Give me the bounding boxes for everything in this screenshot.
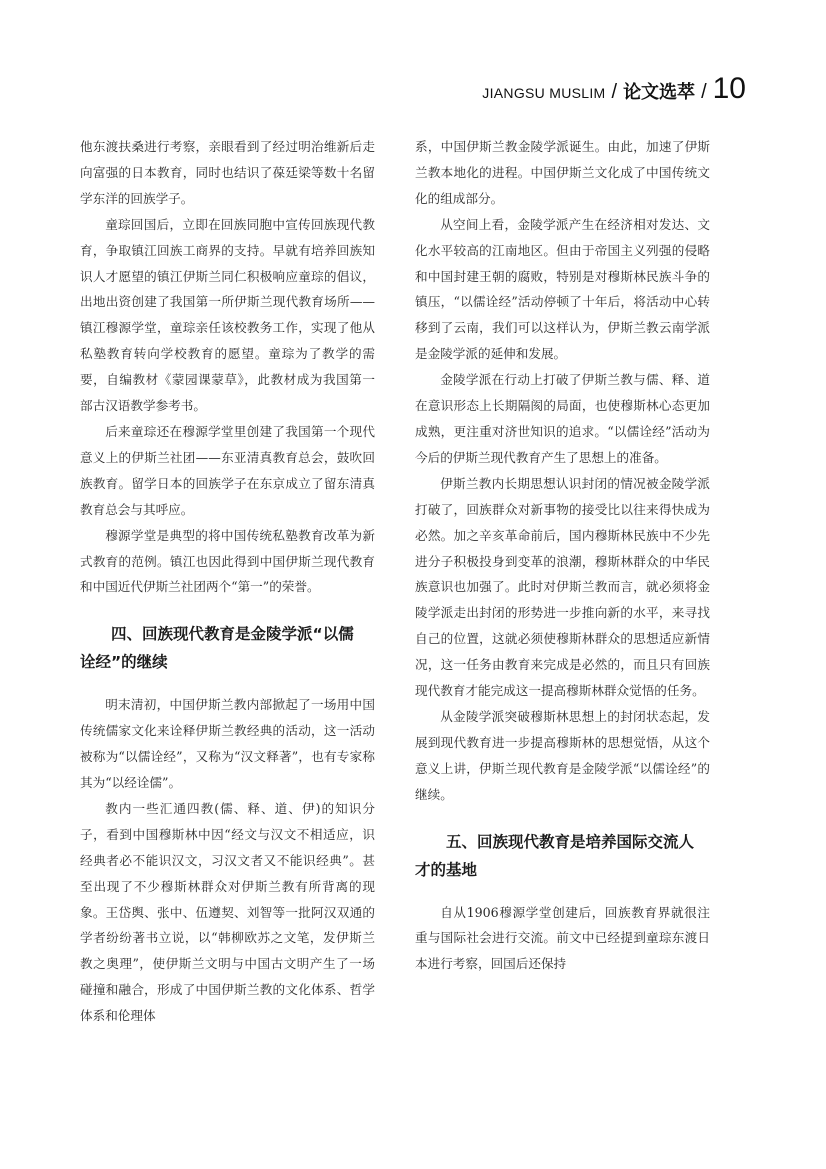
section-heading-4 (80, 620, 375, 676)
magazine-name: JIANGSU MUSLIM (482, 85, 606, 101)
section-heading-5 (415, 828, 710, 884)
heading-line: 四、回族现代教育是金陵学派“以儒 (111, 625, 354, 644)
paragraph: 伊斯兰教内长期思想认识封闭的情况被金陵学派打破了，回族群众对新事物的接受比以往来得快成为必然。加之辛亥革命前后，国内穆斯林民族中不少先进分子积极投身到变革的浪潮，穆斯林群众的中华民族意识也加强了。此时对伊斯兰教而言，就必须将金陵学派走出封闭的形势进一步推向新的水平，来寻找自己的位置，这就必须使穆斯林群众的思想适应新情况，这一任务由教育来完成是必然的，而且只有回族现代教育才能完成这一提高穆斯林群众觉悟的任务。 (415, 475, 710, 699)
section-title: 论文选萃 (623, 82, 696, 103)
paragraph: 系，中国伊斯兰教金陵学派诞生。由此，加速了伊斯兰教本地化的进程。中国伊斯兰文化成了中国传统文化的组成部分。 (415, 139, 710, 206)
header-separator: / (611, 81, 618, 103)
left-column (80, 134, 375, 1029)
paragraph: 教内一些汇通四教(儒、释、道、伊)的知识分子，看到中国穆斯林中因“经文与汉文不相适应，识经典者必不能识汉文，习汉文者又不能识经典”。甚至出现了不少穆斯林群众对伊斯兰教有所背离的现象。王岱舆、张中、伍遵契、刘智等一批阿汉双通的学者纷纷著书立说，以“韩柳欧苏之文笔，发伊斯兰教之奥理”，使伊斯兰文明与中国古文明产生了一场碰撞和融合，形成了中国伊斯兰教的文化体系、哲学体系和伦理体 (80, 800, 375, 1024)
right-column (415, 134, 710, 977)
paragraph: 金陵学派在行动上打破了伊斯兰教与儒、释、道在意识形态上长期隔阂的局面，也使穆斯林心态更加成熟，更注重对济世知识的追求。“以儒诠经”活动为今后的伊斯兰现代教育产生了思想上的准备。 (415, 372, 710, 465)
heading-line: 五、回族现代教育是培养国际交流人 (446, 832, 695, 851)
paragraph: 自从1906穆源学堂创建后，回族教育界就很注重与国际社会进行交流。前文中已经提到童琮东渡日本进行考察，回国后还保持 (415, 904, 710, 972)
paragraph: 穆源学堂是典型的将中国传统私塾教育改革为新式教育的范例。镇江也因此得到中国伊斯兰现代教育和中国近代伊斯兰社团两个“第一”的荣誉。 (80, 527, 375, 595)
paragraph: 从金陵学派突破穆斯林思想上的封闭状态起，发展到现代教育进一步提高穆斯林的思想觉悟，从这个意义上讲，伊斯兰现代教育是金陵学派“以儒诠经”的继续。 (415, 708, 710, 802)
heading-line: 才的基地 (415, 860, 478, 879)
paragraph: 从空间上看，金陵学派产生在经济相对发达、文化水平较高的江南地区。但由于帝国主义列强的侵略和中国封建王朝的腐败，特别是对穆斯林民族斗争的镇压，“以儒诠经”活动停顿了十年后，将活动中心转移到了云南，我们可以这样认为，伊斯兰教云南学派是金陵学派的延伸和发展。 (415, 216, 710, 362)
heading-line: 诠经”的继续 (80, 653, 168, 672)
paragraph: 童琮回国后，立即在回族同胞中宣传回族现代教育，争取镇江回族工商界的支持。早就有培养回族知识人才愿望的镇江伊斯兰同仁积极响应童琮的倡议，出地出资创建了我国第一所伊斯兰现代教育场所——镇江穆源学堂，童琮亲任该校教务工作，实现了他从私塾教育转向学校教育的愿望。童琮为了教学的需要，自编教材《蒙园课蒙草》，此教材成为我国第一部古汉语教学参考书。 (80, 216, 375, 414)
paragraph: 他东渡扶桑进行考察，亲眼看到了经过明治维新后走向富强的日本教育，同时也结识了葆廷梁等数十名留学东洋的回族学子。 (80, 139, 375, 206)
paragraph: 明末清初，中国伊斯兰教内部掀起了一场用中国传统儒家文化来诠释伊斯兰教经典的活动，这一活动被称为“以儒诠经”，又称为“汉文释著”，也有专家称其为“以经诠儒”。 (80, 697, 375, 791)
header-separator: / (701, 81, 707, 103)
running-header (482, 72, 746, 106)
page-number: 10 (712, 72, 746, 105)
paragraph: 后来童琮还在穆源学堂里创建了我国第一个现代意义上的伊斯兰社团——东亚清真教育总会，鼓吹回族教育。留学日本的回族学子在东京成立了留东清真教育总会与其呼应。 (80, 423, 375, 517)
